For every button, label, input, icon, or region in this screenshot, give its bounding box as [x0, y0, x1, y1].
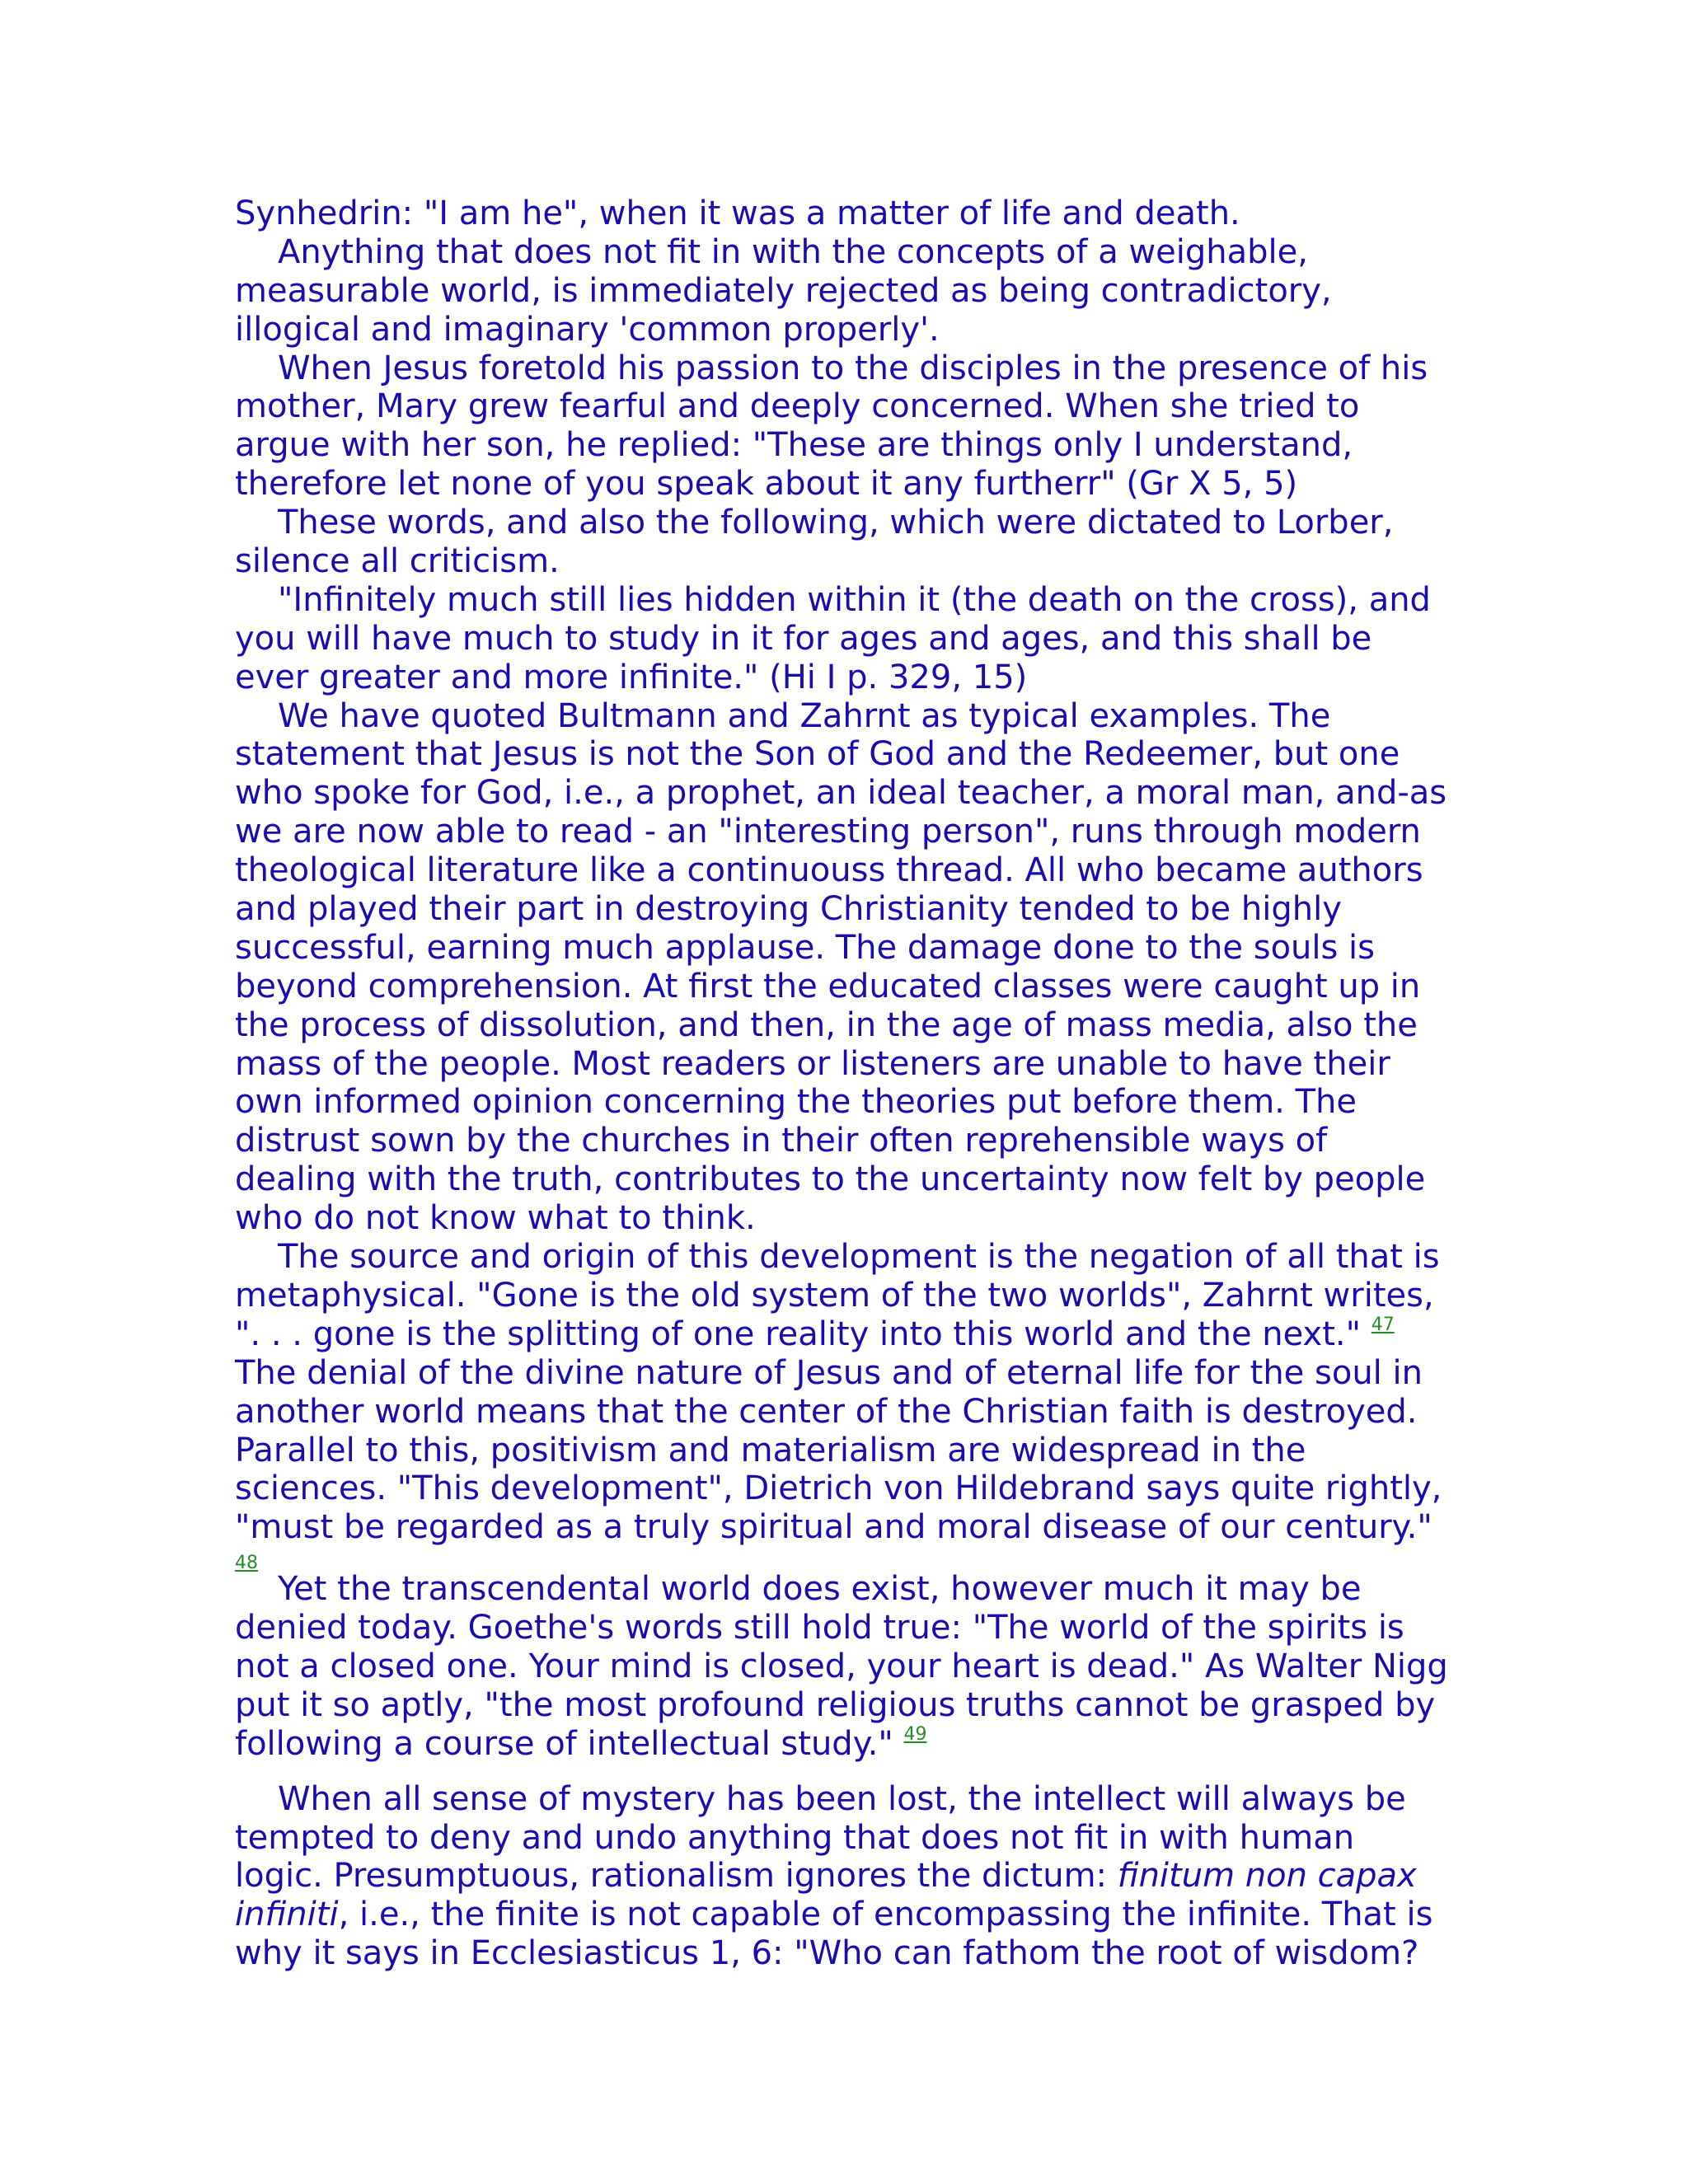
text-line: who do not know what to think. [235, 1199, 756, 1238]
footnote-link-49[interactable]: 49 [903, 1723, 927, 1745]
text-segment: logic. Presumptuous, rationalism ignores the dictum: [235, 1857, 1118, 1896]
text-segment: following a course of intellectual study." [235, 1724, 904, 1763]
text-line: we are now able to read - an "interesting person", runs through modern [235, 813, 1421, 851]
text-line: Anything that does not fit in with the concepts of a weighable, [278, 232, 1308, 271]
text-line: and played their part in destroying Christianity tended to be highly [235, 890, 1342, 929]
text-line: tempted to deny and undo anything that does not fit in with human [235, 1818, 1355, 1857]
text-line: Synhedrin: "I am he", when it was a matter of life and death. [235, 194, 1240, 232]
text-line: beyond comprehension. At first the educated classes were caught up in [235, 967, 1421, 1005]
text-line: mother, Mary grew fearful and deeply concerned. When she tried to [235, 387, 1360, 426]
text-line: you will have much to study in it for ages and ages, and this shall be [235, 619, 1372, 658]
text-line: successful, earning much applause. The damage done to the souls is [235, 928, 1376, 967]
text-line-with-italic [235, 1896, 1488, 1934]
text-line: sciences. "This development", Dietrich von Hildebrand says quite rightly, [235, 1469, 1442, 1508]
text-line: not a closed one. Your mind is closed, your heart is dead." As Walter Nigg [235, 1647, 1448, 1685]
text-line: another world means that the center of the Christian faith is destroyed. [235, 1392, 1418, 1431]
text-line: measurable world, is immediately rejected as being contradictory, [235, 271, 1332, 310]
text-line: When Jesus foretold his passion to the disciples in the presence of his [278, 349, 1428, 387]
text-line: The denial of the divine nature of Jesus and of eternal life for the soul in [235, 1353, 1423, 1392]
text-line: ever greater and more infinite." (Hi I p. 329, 15) [235, 658, 1028, 696]
footnote-link-47[interactable]: 47 [1371, 1314, 1395, 1335]
text-line: When all sense of mystery has been lost, the intellect will always be [278, 1779, 1406, 1818]
text-line: who spoke for God, i.e., a prophet, an ideal teacher, a moral man, and-as [235, 774, 1447, 813]
text-line: therefore let none of you speak about it any furtherr" (Gr X 5, 5) [235, 465, 1298, 504]
text-line: metaphysical. "Gone is the old system of the two worlds", Zahrnt writes, [235, 1276, 1434, 1315]
document-page [235, 194, 1488, 1973]
text-line-with-footnote [235, 1725, 1488, 1764]
text-line: silence all criticism. [235, 542, 560, 581]
text-line: distrust sown by the churches in their often reprehensible ways of [235, 1122, 1328, 1160]
text-line: statement that Jesus is not the Son of God and the Redeemer, but one [235, 735, 1400, 774]
text-line-with-italic [235, 1857, 1488, 1896]
text-line: own informed opinion concerning the theories put before them. The [235, 1083, 1357, 1122]
text-line: Yet the transcendental world does exist, however much it may be [278, 1570, 1362, 1609]
footnote-line [235, 1547, 1488, 1574]
text-line: "must be regarded as a truly spiritual and moral disease of our century." [235, 1508, 1432, 1547]
text-line: We have quoted Bultmann and Zahrnt as typical examples. The [278, 696, 1331, 735]
text-line: Parallel to this, positivism and materialism are widespread in the [235, 1431, 1306, 1469]
text-segment: ". . . gone is the splitting of one reality into this world and the next." [235, 1315, 1372, 1353]
text-line: the process of dissolution, and then, in the age of mass media, also the [235, 1005, 1418, 1044]
text-segment: , i.e., the finite is not capable of encompassing the infinite. That is [338, 1896, 1433, 1934]
text-line: The source and origin of this development is the negation of all that is [278, 1238, 1440, 1277]
text-line-with-footnote [235, 1315, 1488, 1354]
text-line: illogical and imaginary 'common properly'. [235, 310, 940, 349]
text-line: argue with her son, he replied: "These are things only I understand, [235, 426, 1353, 465]
text-line: theological literature like a continuouss thread. All who became authors [235, 851, 1423, 890]
latin-phrase: infiniti [235, 1896, 339, 1934]
text-line: dealing with the truth, contributes to the uncertainty now felt by people [235, 1160, 1426, 1199]
latin-phrase: finitum non capax [1117, 1857, 1417, 1896]
text-line: mass of the people. Most readers or listeners are unable to have their [235, 1044, 1390, 1083]
text-line: "Infinitely much still lies hidden within it (the death on the cross), and [278, 580, 1431, 619]
footnote-link-48[interactable]: 48 [235, 1553, 258, 1574]
text-line: why it says in Ecclesiasticus 1, 6: "Who can fathom the root of wisdom? [235, 1934, 1419, 1973]
text-line: put it so aptly, "the most profound religious truths cannot be grasped by [235, 1685, 1436, 1724]
text-line: denied today. Goethe's words still hold true: "The world of the spirits is [235, 1609, 1404, 1647]
text-line: These words, and also the following, which were dictated to Lorber, [278, 504, 1394, 542]
